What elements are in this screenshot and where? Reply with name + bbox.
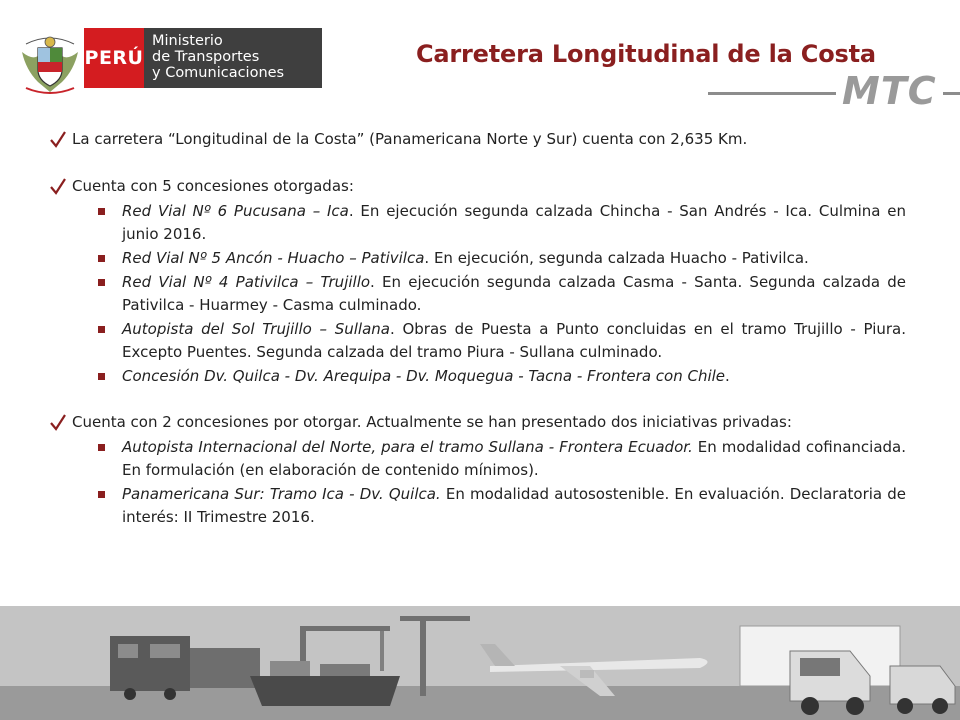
- square-bullet-icon: [98, 326, 105, 333]
- peru-logo-text: PERÚ: [84, 47, 144, 69]
- sub-bullet-item: [50, 200, 906, 246]
- concession-name: Concesión Dv. Quilca - Dv. Arequipa - Dv. Moquegua - Tacna - Frontera con Chile: [122, 367, 726, 385]
- bullet-text: La carretera “Longitudinal de la Costa” (Panamericana Norte y Sur) cuenta con 2,635 Km.: [72, 130, 748, 148]
- transport-photo-strip: [0, 606, 960, 720]
- sub-bullet-item: [50, 436, 906, 482]
- checkmark-icon: [50, 412, 66, 432]
- square-bullet-icon: [98, 373, 105, 380]
- square-bullet-icon: [98, 279, 105, 286]
- checkmark-icon: [50, 129, 66, 149]
- sub-bullet-item: [50, 365, 906, 388]
- concession-name: Red Vial Nº 4 Pativilca – Trujillo: [122, 273, 371, 291]
- bullet-item: [50, 175, 906, 198]
- peru-logo: [84, 28, 144, 88]
- square-bullet-icon: [98, 444, 105, 451]
- concession-detail: En modalidad autosostenible. En evaluación. Declaratoria de interés: II Trimestre 2016.: [122, 485, 906, 526]
- bullet-item: [50, 128, 906, 151]
- sub-bullet-item: [50, 318, 906, 364]
- checkmark-icon: [50, 176, 66, 196]
- concession-name: Autopista del Sol Trujillo – Sullana: [122, 320, 390, 338]
- sub-bullet-item: [50, 483, 906, 529]
- coat-of-arms-icon: [18, 30, 82, 96]
- concession-name: Autopista Internacional del Norte, para el tramo Sullana - Frontera Ecuador.: [122, 438, 693, 456]
- ministry-line: Ministerio: [152, 33, 223, 49]
- concession-name: Red Vial Nº 6 Pucusana – Ica: [122, 202, 349, 220]
- concession-detail: En modalidad cofinanciada. En formulación (en elaboración de contenido mínimos).: [122, 438, 906, 479]
- page-title: Carretera Longitudinal de la Costa: [416, 40, 876, 68]
- ministry-line: y Comunicaciones: [152, 65, 285, 81]
- concession-detail: . En ejecución segunda calzada Casma - Santa. Segunda calzada de Pativilca - Huarmey - Casma culminado.: [122, 273, 906, 314]
- ministry-line: de Transportes: [152, 49, 260, 65]
- bullet-item: [50, 411, 906, 434]
- concession-detail: . En ejecución segunda calzada Chincha - San Andrés - Ica. Culmina en junio 2016.: [122, 202, 906, 243]
- bullet-text: Cuenta con 5 concesiones otorgadas:: [72, 177, 354, 195]
- concession-detail: . Obras de Puesta a Punto concluidas en el tramo Trujillo - Piura. Excepto Puentes. Segunda calzada del tramo Piura - Sullana culminado.: [122, 320, 906, 361]
- concession-name: Red Vial Nº 5 Ancón - Huacho – Pativilca: [122, 249, 425, 267]
- concession-name: Panamericana Sur: Tramo Ica - Dv. Quilca.: [122, 485, 441, 503]
- mtc-brand: MTC: [836, 71, 943, 111]
- slide-header: [0, 0, 960, 118]
- square-bullet-icon: [98, 491, 105, 498]
- ministry-logo: [144, 28, 322, 88]
- square-bullet-icon: [98, 208, 105, 215]
- slide-content: [50, 128, 906, 530]
- concession-detail: .: [725, 367, 730, 385]
- transport-montage-image: [0, 606, 960, 720]
- sub-bullet-item: [50, 271, 906, 317]
- square-bullet-icon: [98, 255, 105, 262]
- bullet-text: Cuenta con 2 concesiones por otorgar. Actualmente se han presentado dos iniciativas privadas:: [72, 413, 792, 431]
- concession-detail: . En ejecución, segunda calzada Huacho - Pativilca.: [424, 249, 809, 267]
- sub-bullet-item: [50, 247, 906, 270]
